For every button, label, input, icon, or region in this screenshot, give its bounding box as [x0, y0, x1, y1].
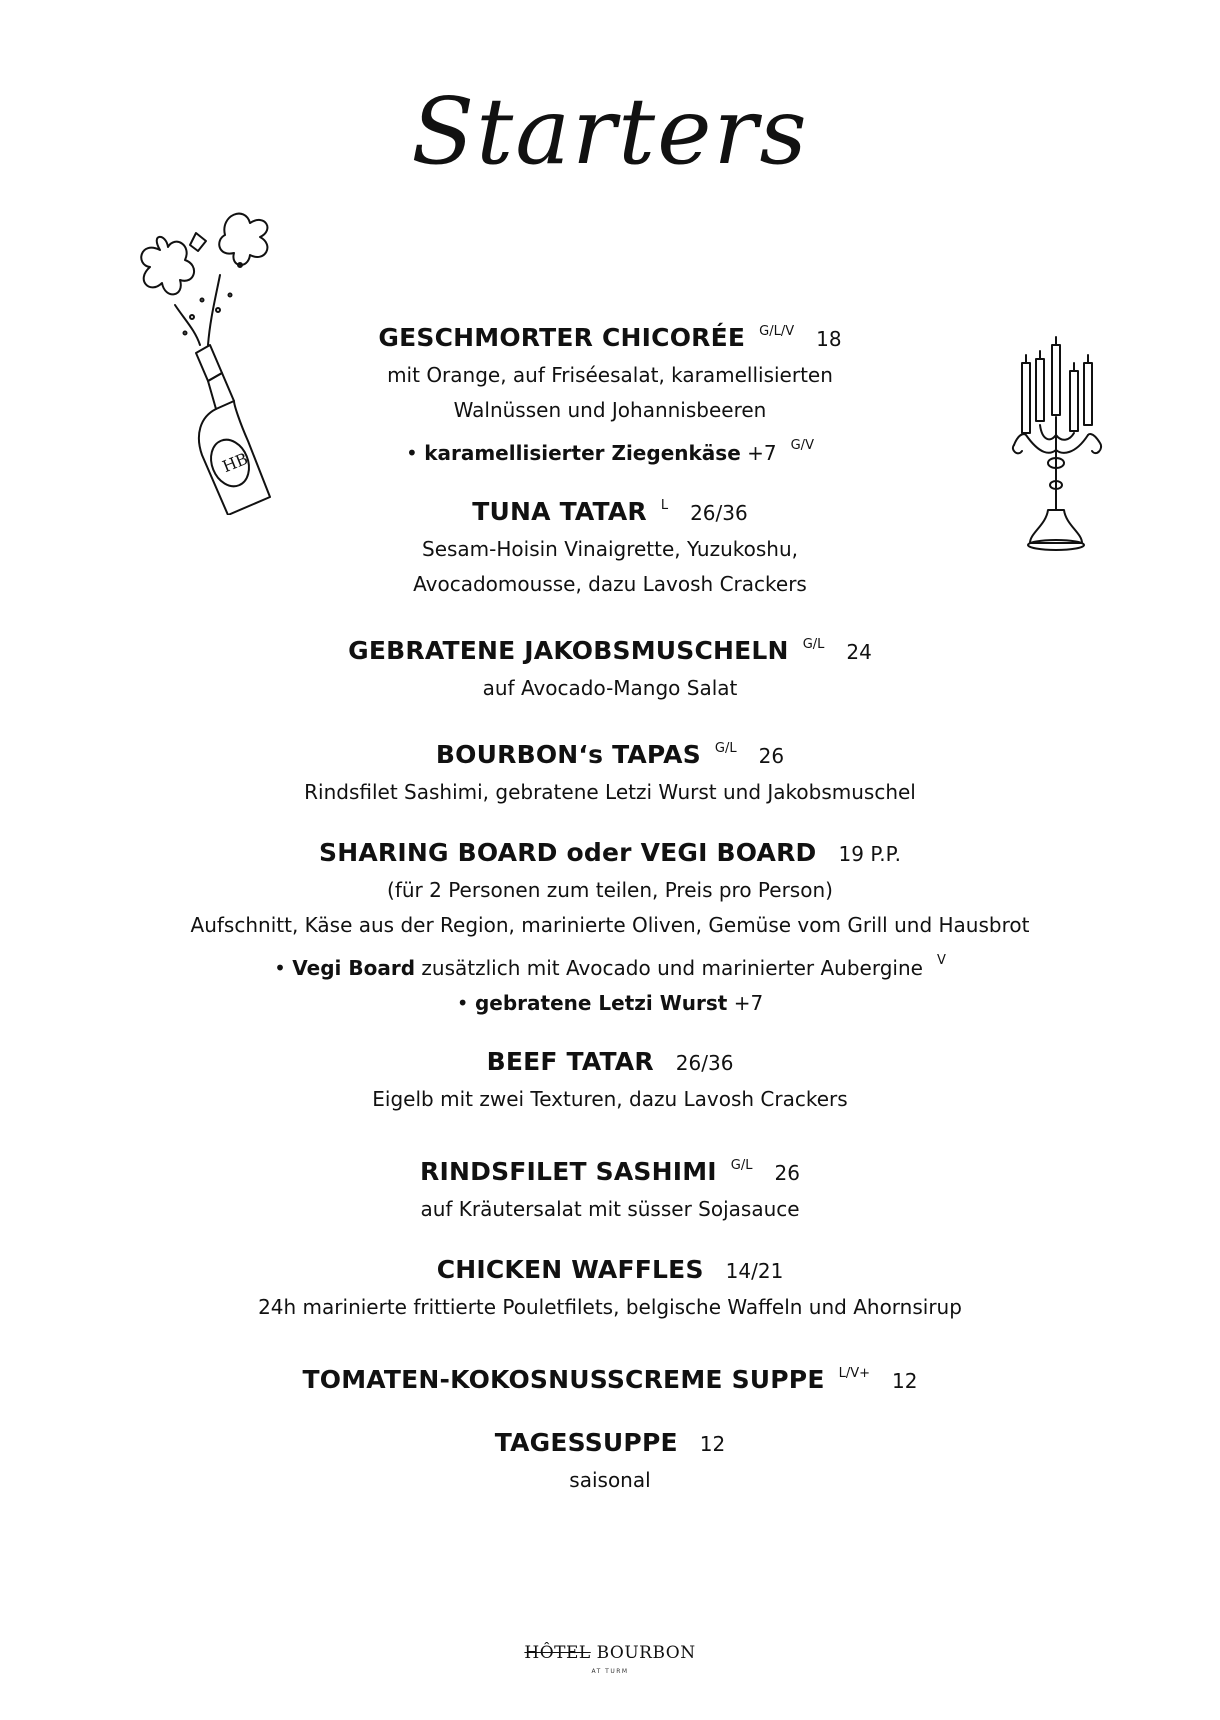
dish-description: Sesam-Hoisin Vinaigrette, Yuzukoshu,	[422, 537, 798, 561]
bottle-label: HB	[219, 448, 251, 477]
dish-description: Rindsfilet Sashimi, gebratene Letzi Wurst und Jakobsmuschel	[304, 780, 916, 804]
dish-name: SHARING BOARD oder VEGI BOARD	[319, 838, 817, 867]
menu-item-header	[0, 1426, 1220, 1463]
menu-item-header	[0, 489, 1220, 532]
allergen-tag: V	[936, 953, 946, 968]
dish-description: saisonal	[569, 1468, 651, 1492]
dish-price: 26/36	[675, 1051, 734, 1075]
allergen-tag: G/L	[730, 1158, 753, 1173]
allergen-tag: G/L	[802, 637, 825, 652]
menu-item	[0, 628, 1220, 706]
dish-price: 26	[758, 744, 785, 768]
dish-description: Aufschnitt, Käse aus der Region, marinierte Oliven, Gemüse vom Grill und Hausbrot	[190, 913, 1030, 937]
menu-item-header	[0, 628, 1220, 671]
logo-brand-word: BOURBON	[596, 1643, 696, 1663]
bullet: •	[274, 956, 286, 980]
extra-text: zusätzlich mit Avocado und marinierter Aubergine	[415, 956, 923, 980]
menu-item	[0, 1045, 1220, 1117]
dish-description: (für 2 Personen zum teilen, Preis pro Person)	[387, 878, 833, 902]
dish-price: 14/21	[725, 1259, 784, 1283]
allergen-tag: G/V	[790, 438, 814, 453]
menu-item	[0, 489, 1220, 602]
menu-item	[0, 1426, 1220, 1498]
menu-item-header	[0, 1357, 1220, 1400]
menu-item	[0, 836, 1220, 1021]
menu-item-header	[0, 1149, 1220, 1192]
menu-item	[0, 315, 1220, 471]
dish-name: TUNA TATAR	[472, 497, 647, 526]
menu-item	[0, 1357, 1220, 1400]
dish-name: TAGESSUPPE	[494, 1428, 678, 1457]
dish-description: 24h marinierte frittierte Pouletfilets, belgische Waffeln und Ahornsirup	[258, 1295, 962, 1319]
menu-item	[0, 1253, 1220, 1325]
allergen-tag: L	[660, 498, 669, 513]
dish-description: auf Avocado-Mango Salat	[482, 676, 738, 700]
bullet: •	[456, 991, 469, 1015]
extra-name: Vegi Board	[292, 956, 416, 980]
logo-strike-word: HÔTEL	[524, 1643, 591, 1663]
menu-item-header	[0, 836, 1220, 873]
dish-description: Avocadomousse, dazu Lavosh Crackers	[413, 572, 807, 596]
dish-name: BOURBON‘s TAPAS	[435, 740, 701, 769]
dish-name: RINDSFILET SASHIMI	[420, 1157, 717, 1186]
dish-price: 26/36	[690, 501, 748, 525]
dish-description: auf Kräutersalat mit süsser Sojasauce	[420, 1197, 800, 1221]
hotel-logo	[0, 1643, 1220, 1663]
dish-description: mit Orange, auf Friséesalat, karamellisierten	[387, 363, 833, 387]
dish-extra	[0, 986, 1220, 1021]
dish-price: 18	[816, 327, 842, 351]
dish-name: GESCHMORTER CHICORÉE	[378, 323, 746, 352]
extra-text: +7	[740, 441, 777, 465]
dish-price: 26	[774, 1161, 800, 1185]
allergen-tag: G/L	[714, 741, 737, 756]
allergen-tag: G/L/V	[759, 324, 795, 339]
menu-item-header	[0, 1045, 1220, 1082]
logo-subtitle: AT TURM	[591, 1668, 629, 1675]
dish-price: 12	[892, 1369, 918, 1393]
dish-price: 19 P.P.	[838, 842, 901, 866]
page-title: Starters	[411, 78, 809, 185]
extra-name: karamellisierter Ziegenkäse	[424, 441, 741, 465]
dish-description: Walnüssen und Johannisbeeren	[453, 398, 767, 422]
menu-item-header	[0, 732, 1220, 775]
menu-item-header	[0, 315, 1220, 358]
menu-item-header	[0, 1253, 1220, 1290]
dish-name: TOMATEN-KOKOSNUSSCREME SUPPE	[302, 1365, 825, 1394]
extra-text: +7	[727, 991, 764, 1015]
dish-name: GEBRATENE JAKOBSMUSCHELN	[348, 636, 789, 665]
dish-description: Eigelb mit zwei Texturen, dazu Lavosh Crackers	[372, 1087, 848, 1111]
allergen-tag: L/V+	[838, 1366, 871, 1381]
dish-price: 12	[699, 1432, 726, 1456]
menu-item	[0, 1149, 1220, 1227]
dish-price: 24	[846, 640, 872, 664]
menu-item	[0, 732, 1220, 810]
dish-name: CHICKEN WAFFLES	[436, 1255, 704, 1284]
dish-extra	[0, 943, 1220, 986]
extra-name: gebratene Letzi Wurst	[474, 991, 728, 1015]
bullet: •	[406, 441, 418, 465]
dish-extra	[0, 428, 1220, 471]
dish-name: BEEF TATAR	[486, 1047, 654, 1076]
